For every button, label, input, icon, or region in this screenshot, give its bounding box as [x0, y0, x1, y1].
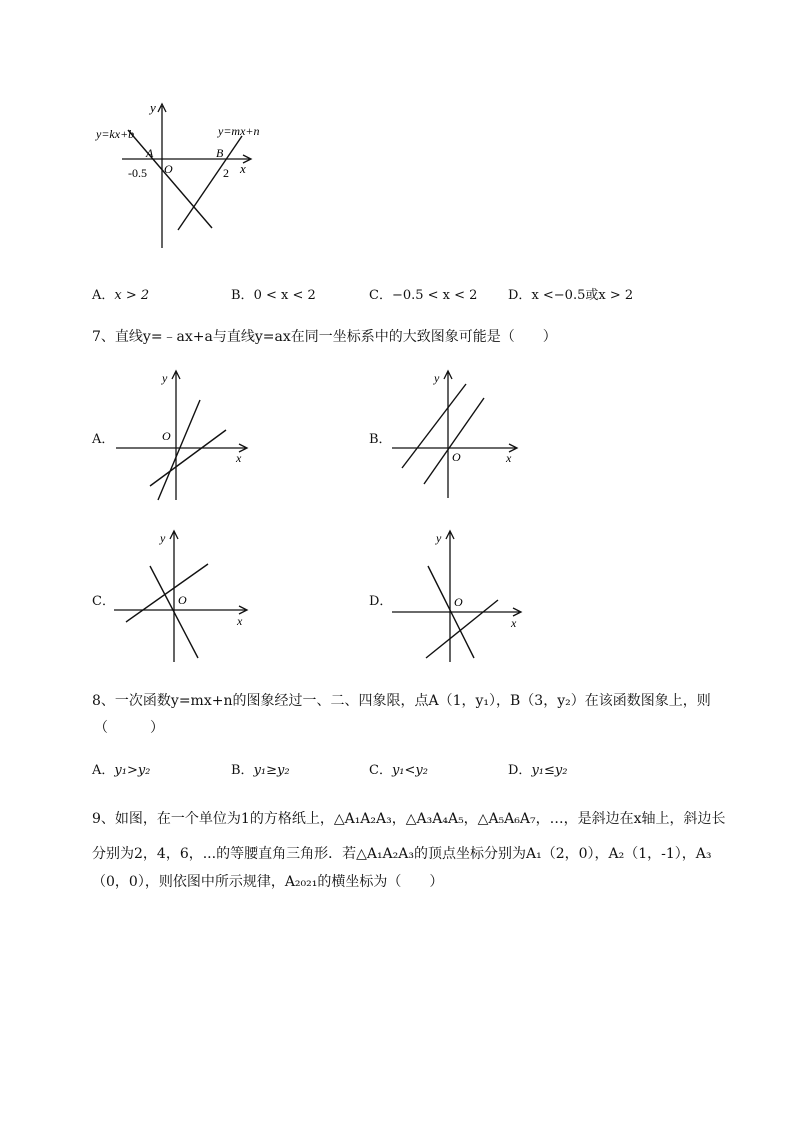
- q6-option-b: [231, 284, 316, 303]
- q8-option-d-letter: D．: [508, 763, 532, 778]
- q8-option-b-text: y₁≥y₂: [253, 763, 290, 778]
- q6-option-c-letter: C．: [369, 288, 392, 303]
- q6-y-label: y: [150, 100, 156, 115]
- q7-graph-d: [390, 528, 540, 668]
- q9-line3: （0，0），则依图中所示规律，A₂₀₂₁的横坐标为（ ）: [92, 874, 444, 890]
- q9-line2: 分别为2，4，6，...的等腰直角三角形．若△A₁A₂A₃的顶点坐标分别为A₁（2，0），A₂（1，-1），A₃: [92, 846, 712, 862]
- q6-point-b-label: B: [216, 146, 224, 160]
- q7b-x-label: x: [506, 451, 512, 465]
- q7b-y-label: y: [434, 371, 440, 385]
- q7-label-d: D．: [369, 594, 393, 609]
- q9-line1: 9、如图，在一个单位为1的方格纸上，△A₁A₂A₃，△A₃A₄A₅，△A₅A₆A₇，…，是斜边在x轴上，斜边长: [92, 811, 726, 827]
- q6-origin-label: O: [164, 162, 173, 176]
- q6-option-c-text: −0.5 < x < 2: [391, 288, 478, 303]
- q7c-x-label: x: [237, 614, 243, 628]
- q6-option-d: [508, 284, 633, 303]
- q6-option-d-text: x <−0.5或x > 2: [531, 288, 634, 303]
- q8-option-c: [369, 759, 428, 778]
- q6-x-label: x: [240, 161, 246, 176]
- q7-graph-b: [390, 368, 540, 508]
- q7a-origin-label: O: [162, 429, 171, 443]
- q7c-y-label: y: [160, 531, 166, 545]
- q6-option-a-letter: A．: [92, 288, 115, 303]
- q7a-y-label: y: [162, 371, 168, 385]
- q8-option-b-letter: B．: [231, 763, 254, 778]
- q7-label-b: B．: [369, 432, 392, 447]
- q7d-y-label: y: [436, 531, 442, 545]
- q6-line-mx-n: [178, 136, 242, 230]
- q7-graph-a: [114, 368, 264, 508]
- q6-line1-label: y=kx+b: [96, 127, 135, 141]
- q6-option-d-letter: D．: [508, 288, 532, 303]
- q7-label-a: A．: [92, 432, 115, 447]
- q7b-origin-label: O: [452, 450, 461, 464]
- q7d-x-label: x: [511, 616, 517, 630]
- q7c-line-2: [126, 564, 208, 622]
- q7-stem: 7、直线y=﹣ax+a与直线y=ax在同一坐标系中的大致图象可能是（ ）: [92, 329, 557, 345]
- q6-figure: [90, 98, 290, 258]
- q8-option-c-letter: C．: [369, 763, 392, 778]
- q8-option-a-letter: A．: [92, 763, 115, 778]
- q8-option-a-text: y₁>y₂: [114, 763, 151, 778]
- q8-stem-line2: （ ）: [94, 720, 164, 736]
- q7a-x-label: x: [236, 451, 242, 465]
- q6-tick-a-label: -0.5: [128, 166, 147, 180]
- q6-option-a-text: x > 2: [114, 288, 150, 303]
- q6-line2-label: y=mx+n: [218, 124, 260, 138]
- q8-option-b: [231, 759, 290, 778]
- q7a-line-1: [158, 400, 200, 500]
- q6-option-a: [92, 284, 149, 303]
- q6-tick-b-label: 2: [223, 166, 229, 180]
- q8-stem-line1: 8、一次函数y=mx+n的图象经过一、二、四象限，点A（1，y₁），B（3，y₂）在该函数图象上，则: [92, 693, 711, 709]
- q6-point-a-label: A: [146, 146, 154, 160]
- q7d-origin-label: O: [454, 595, 463, 609]
- q7-label-c: C．: [92, 594, 115, 609]
- q8-option-a: [92, 759, 150, 778]
- q6-option-b-text: 0 < x < 2: [253, 288, 316, 303]
- q6-option-c: [369, 284, 477, 303]
- q7b-line-2: [424, 398, 484, 484]
- q8-option-c-text: y₁<y₂: [391, 763, 428, 778]
- q6-option-b-letter: B．: [231, 288, 254, 303]
- q7c-origin-label: O: [178, 593, 187, 607]
- q8-option-d-text: y₁≤y₂: [531, 763, 568, 778]
- q7-graph-c: [112, 528, 262, 668]
- q8-option-d: [508, 759, 567, 778]
